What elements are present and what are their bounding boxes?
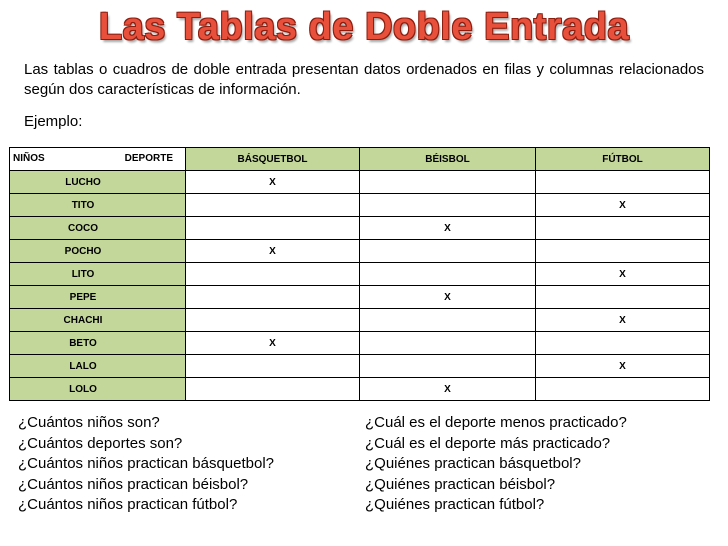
table-corner-cell — [10, 148, 186, 171]
child-name-cell — [10, 355, 186, 378]
intro-paragraph: Las tablas o cuadros de doble entrada presentan datos ordenados en filas y columnas relacionados según dos características de información. — [24, 61, 704, 98]
question: ¿Cuántos niños practican fútbol? — [18, 496, 238, 513]
mark-cell: X — [536, 263, 710, 286]
question: ¿Quiénes practican béisbol? — [365, 475, 556, 493]
child-name-cell — [10, 171, 186, 194]
double-entry-table — [9, 147, 710, 401]
question: ¿Cuántos niños practican básquetbol? — [18, 455, 274, 472]
mark-cell — [186, 263, 360, 286]
column-header: BÉISBOL — [360, 148, 536, 171]
mark-cell: X — [186, 332, 360, 355]
table-row — [10, 378, 710, 401]
mark-cell — [186, 378, 360, 401]
table-row — [10, 240, 710, 263]
child-name: CHACHI — [63, 314, 103, 326]
mark-cell — [360, 263, 536, 286]
child-name: LITO — [71, 268, 95, 280]
mark-cell — [360, 171, 536, 194]
child-name: LALO — [69, 360, 97, 372]
mark-cell — [360, 194, 536, 217]
child-name-cell — [10, 240, 186, 263]
child-name: POCHO — [64, 245, 102, 257]
mark-cell — [360, 309, 536, 332]
mark-cell — [536, 217, 710, 240]
mark-cell: X — [186, 240, 360, 263]
child-name: LOLO — [69, 383, 97, 395]
child-name-cell — [10, 378, 186, 401]
table-row — [10, 309, 710, 332]
mark-cell — [536, 332, 710, 355]
question: ¿Cuántos niños son? — [18, 414, 160, 431]
mark-cell: X — [360, 286, 536, 309]
mark-cell: X — [186, 171, 360, 194]
table-row — [10, 194, 710, 217]
table-body — [10, 171, 710, 401]
mark-cell: X — [360, 217, 536, 240]
table-row — [10, 263, 710, 286]
table-row — [10, 286, 710, 309]
child-name: TITO — [71, 199, 95, 211]
corner-col-label: DEPORTE — [124, 153, 173, 164]
questions-left — [18, 413, 274, 516]
mark-cell — [186, 355, 360, 378]
table-row — [10, 355, 710, 378]
child-name-cell — [10, 309, 186, 332]
mark-cell — [186, 194, 360, 217]
child-name: BETO — [69, 337, 97, 349]
corner-row-label: NIÑOS — [13, 153, 45, 164]
question: ¿Cuál es el deporte menos practicado? — [365, 414, 627, 431]
page-title: Las Tablas de Doble Entrada — [98, 6, 630, 48]
question: ¿Cuántos niños practican béisbol? — [18, 475, 249, 493]
question: ¿Quiénes practican fútbol? — [365, 496, 545, 513]
mark-cell — [536, 286, 710, 309]
mark-cell: X — [360, 378, 536, 401]
table-row — [10, 171, 710, 194]
child-name-cell — [10, 217, 186, 240]
table-header-row — [10, 148, 710, 171]
question: ¿Quiénes practican básquetbol? — [365, 455, 581, 472]
child-name: PEPE — [69, 291, 97, 303]
mark-cell — [536, 240, 710, 263]
mark-cell — [186, 217, 360, 240]
table-row — [10, 332, 710, 355]
child-name: LUCHO — [65, 176, 101, 188]
question: ¿Cuántos deportes son? — [18, 434, 183, 452]
mark-cell — [360, 355, 536, 378]
table-row — [10, 217, 710, 240]
child-name-cell — [10, 286, 186, 309]
mark-cell — [536, 378, 710, 401]
child-name-cell — [10, 263, 186, 286]
questions-right — [365, 413, 627, 516]
mark-cell — [186, 309, 360, 332]
mark-cell — [186, 286, 360, 309]
child-name: COCO — [68, 222, 98, 234]
column-header: FÚTBOL — [536, 148, 710, 171]
mark-cell: X — [536, 194, 710, 217]
mark-cell: X — [536, 309, 710, 332]
mark-cell — [536, 171, 710, 194]
child-name-cell — [10, 332, 186, 355]
mark-cell — [360, 332, 536, 355]
column-header: BÁSQUETBOL — [186, 148, 360, 171]
question: ¿Cuál es el deporte más practicado? — [365, 434, 611, 452]
mark-cell: X — [536, 355, 710, 378]
mark-cell — [360, 240, 536, 263]
child-name-cell — [10, 194, 186, 217]
example-label: Ejemplo: — [24, 113, 83, 130]
